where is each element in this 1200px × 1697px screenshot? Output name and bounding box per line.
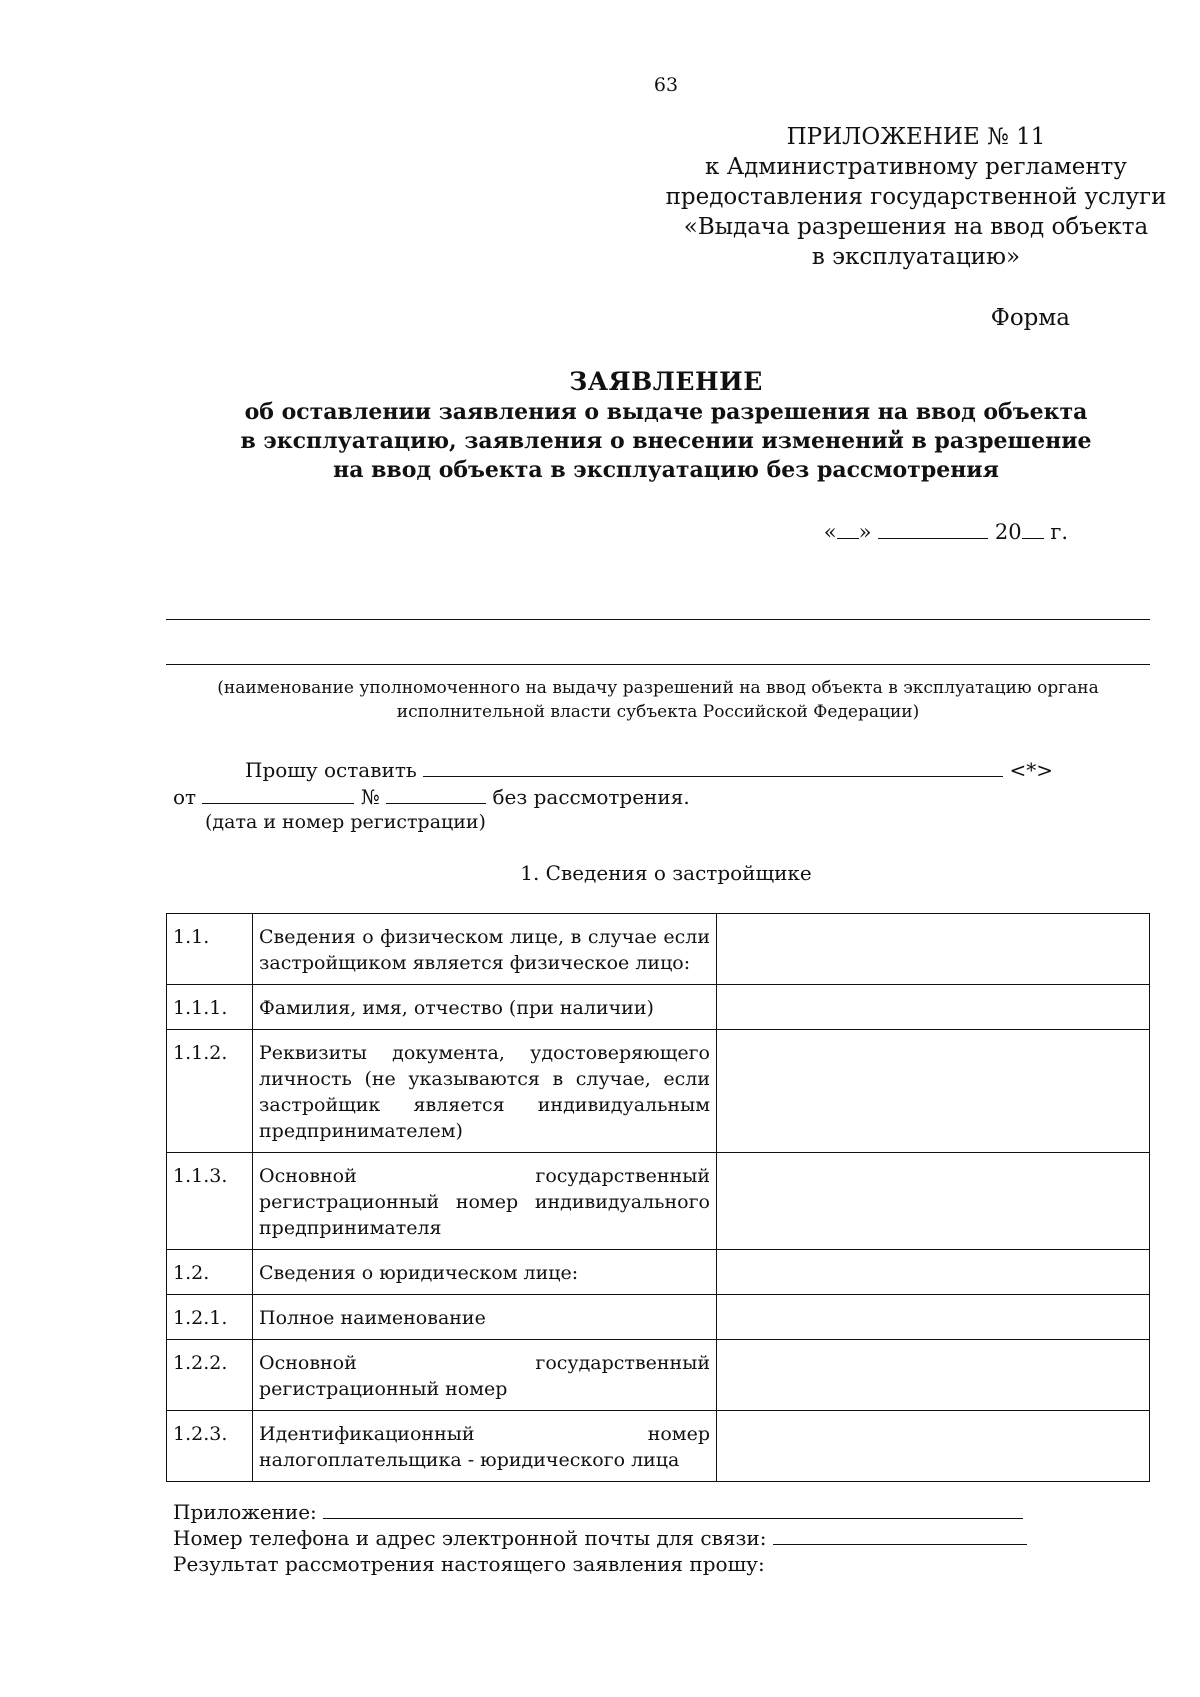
table-row [167,1411,1150,1482]
subtitle-line: в эксплуатацию, заявления о внесении изменений в разрешение [240,428,1092,454]
registration-caption: (дата и номер регистрации) [205,811,486,833]
year-suffix: г. [1050,520,1068,544]
number-label: № [360,785,380,809]
developer-info-table [166,913,1150,1482]
row-number: 1.2.1. [167,1295,253,1340]
row-label: Основной государственный регистрационный номер индивидуального предпринимателя [253,1153,717,1250]
caption-line: исполнительной власти субъекта Российской Федерации) [396,702,920,722]
date-line [824,520,1068,544]
row-value-cell[interactable] [717,914,1150,985]
attachment-label: Приложение: [173,1500,317,1524]
caption-line: (наименование уполномоченного на выдачу разрешений на ввод объекта в эксплуатацию органа [217,678,1099,698]
table-row [167,1153,1150,1250]
from-label: от [173,785,197,809]
row-value-cell[interactable] [717,1411,1150,1482]
appendix-line: к Административному регламенту [705,154,1127,180]
row-label: Основной государственный регистрационный номер [253,1340,717,1411]
result-label: Результат рассмотрения настоящего заявления прошу: [173,1552,765,1576]
appendix-line: предоставления государственной услуги [665,184,1167,210]
registration-number-blank[interactable] [386,785,486,804]
row-number: 1.2.2. [167,1340,253,1411]
document-subtitle [0,398,1200,485]
authority-caption [166,676,1150,724]
row-label: Полное наименование [253,1295,717,1340]
year-prefix: 20 [994,520,1022,544]
row-value-cell[interactable] [717,1153,1150,1250]
row-label: Реквизиты документа, удостоверяющего личность (не указываются в случае, если застройщик является индивидуальным предпринимателем) [253,1030,717,1153]
request-line [245,758,1053,782]
row-number: 1.2.3. [167,1411,253,1482]
document-title: ЗАЯВЛЕНИЕ [569,367,763,396]
contact-label: Номер телефона и адрес электронной почты для связи: [173,1526,767,1550]
row-value-cell[interactable] [717,985,1150,1030]
section-title: 1. Сведения о застройщике [520,861,812,885]
request-prefix: Прошу оставить [245,758,417,782]
row-value-cell[interactable] [717,1030,1150,1153]
appendix-line: в эксплуатацию» [811,244,1021,270]
subtitle-line: об оставлении заявления о выдаче разрешения на ввод объекта [244,399,1088,425]
row-label: Сведения о юридическом лице: [253,1250,717,1295]
table-row [167,1030,1150,1153]
row-number: 1.1.3. [167,1153,253,1250]
row-value-cell[interactable] [717,1295,1150,1340]
appendix-header [600,122,1200,272]
table-row [167,1250,1150,1295]
result-line [173,1552,765,1576]
contact-blank[interactable] [773,1526,1027,1545]
contact-line [173,1526,1027,1550]
page-number: 63 [653,74,679,96]
table-row [167,914,1150,985]
row-label: Идентификационный номер налогоплательщика - юридического лица [253,1411,717,1482]
date-close-quote: » [858,520,872,544]
row-number: 1.2. [167,1250,253,1295]
row-number: 1.1. [167,914,253,985]
appendix-line: «Выдача разрешения на ввод объекта [683,214,1149,240]
date-open-quote: « [823,520,837,544]
subtitle-line: на ввод объекта в эксплуатацию без рассмотрения [333,457,999,483]
row-label: Сведения о физическом лице, в случае если застройщиком является физическое лицо: [253,914,717,985]
row-number: 1.1.1. [167,985,253,1030]
table-row [167,1340,1150,1411]
row-value-cell[interactable] [717,1250,1150,1295]
day-blank[interactable] [837,520,859,539]
appendix-title: ПРИЛОЖЕНИЕ № 11 [786,124,1046,150]
year-blank[interactable] [1022,520,1044,539]
form-label: Форма [990,305,1070,331]
table-row [167,1295,1150,1340]
footnote-mark: <*> [1009,758,1054,782]
month-blank[interactable] [878,520,988,539]
request-suffix: без рассмотрения. [492,785,690,809]
attachment-line [173,1500,1023,1524]
application-blank[interactable] [423,758,1003,777]
row-number: 1.1.2. [167,1030,253,1153]
registration-date-blank[interactable] [202,785,354,804]
table-row [167,985,1150,1030]
row-value-cell[interactable] [717,1340,1150,1411]
authority-name-line-2[interactable] [166,664,1150,665]
authority-name-line-1[interactable] [166,619,1150,620]
attachment-blank[interactable] [323,1500,1023,1519]
row-label: Фамилия, имя, отчество (при наличии) [253,985,717,1030]
request-registration-line [173,785,690,809]
